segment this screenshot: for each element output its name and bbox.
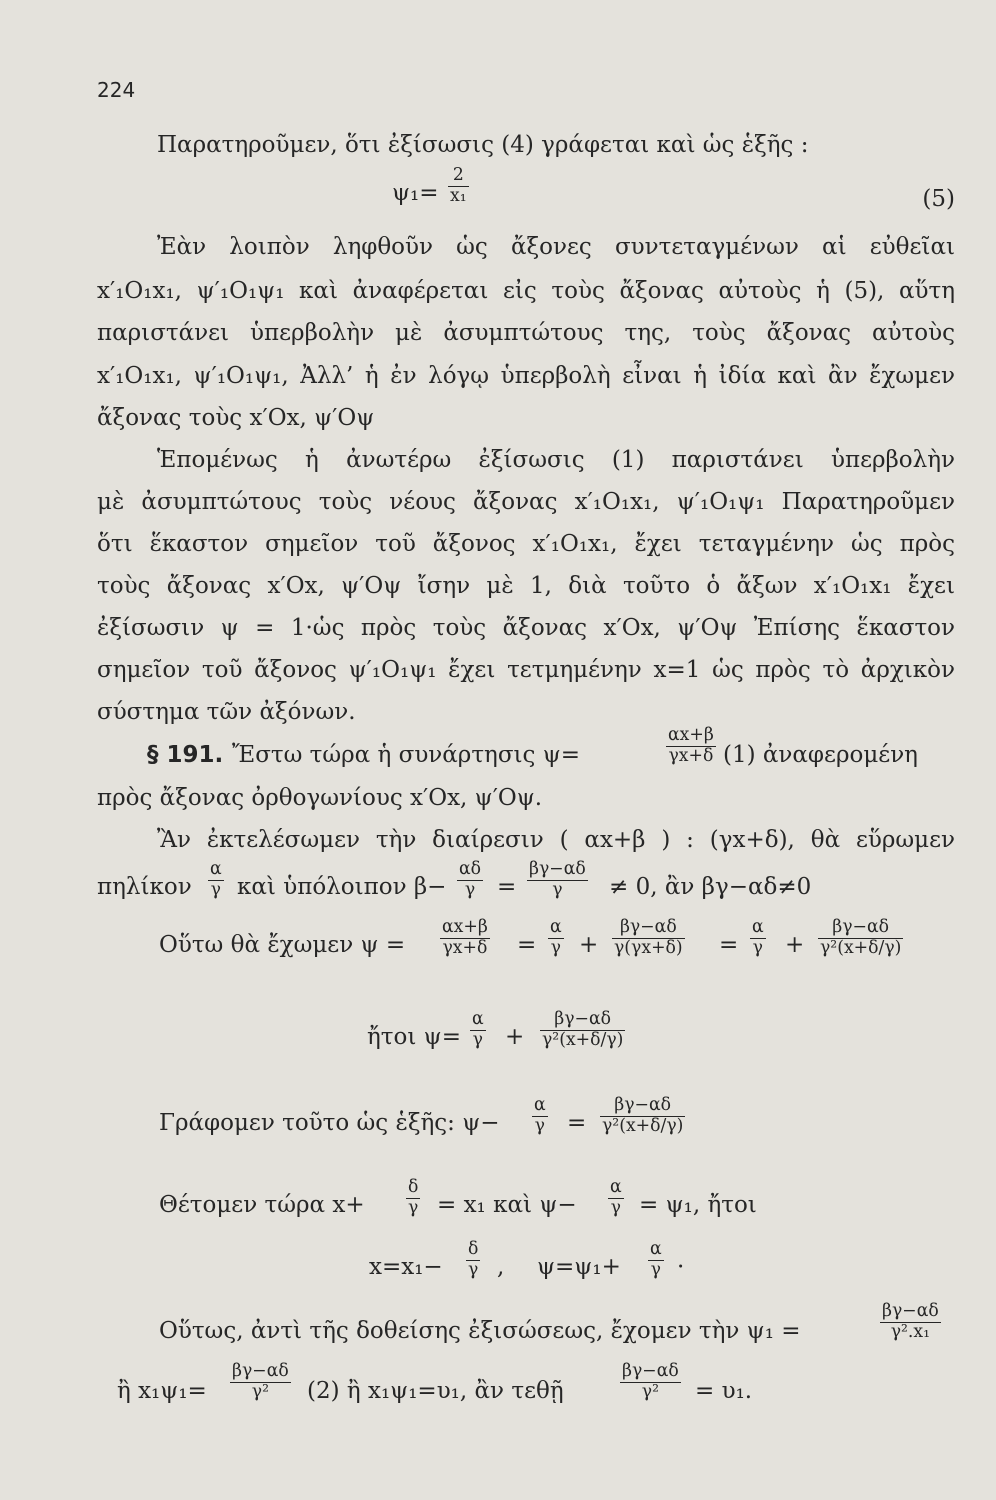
text-line: τοὺς ἄξονας x′Ox, ψ′Oψ ἴσην μὲ 1, διὰ τοῦτο ὁ ἄξων x′₁O₁x₁ ἔχει [97,573,955,599]
equation-line: Θέτομεν τώρα x+ δ γ = x₁ καὶ ψ− α γ = ψ₁, ἤτοι [159,1177,757,1218]
section-number: § 191. [147,742,224,768]
equation-line: Οὕτω θὰ ἔχωμεν ψ = αx+β γx+δ = α γ + βγ−αδ γ(γx+δ) = α γ + βγ−αδ γ²(x+δ/γ) [159,917,902,958]
equation-5: ψ₁= 2 x₁ (5) [392,165,955,212]
text-line: Παρατηροῦμεν, ὅτι ἐξίσωσις (4) γράφεται καὶ ὡς ἑξῆς : [157,132,809,158]
text-line: πρὸς ἄξονας ὀρθογωνίους x′Ox, ψ′Oψ. [97,785,543,811]
text-line: Ἂν ἐκτελέσωμεν τὴν διαίρεσιν ( αx+β ) : (γx+δ), θὰ εὕρωμεν [157,827,955,853]
equation-line: x=x₁− δ γ , ψ=ψ₁+ α γ · [369,1239,685,1280]
text-line: Ἑπομένως ἡ ἀνωτέρω ἐξίσωσις (1) παριστάνει ὑπερβολὴν [157,447,955,473]
text-line: x′₁O₁x₁, ψ′₁O₁ψ₁, Ἀλλ’ ἡ ἐν λόγῳ ὑπερβολὴ εἶναι ἡ ἰδία καὶ ἂν ἔχωμεν [97,363,955,389]
equation-number: (5) [922,186,955,212]
text-line: ἄξονας τοὺς x′Ox, ψ′Oψ [97,405,375,431]
text-line: σημεῖον τοῦ ἄξονος ψ′₁O₁ψ₁ ἔχει τετμημένην x=1 ὡς πρὸς τὸ ἀρχικὸν [97,657,955,683]
text-line: ἐξίσωσιν ψ = 1·ὡς πρὸς τοὺς ἄξονας x′Ox, ψ′Oψ Ἐπίσης ἕκαστον [97,615,955,641]
text-line: σύστημα τῶν ἀξόνων. [97,699,356,725]
equation-line: Οὕτως, ἀντὶ τῆς δοθείσης ἐξισώσεως, ἔχομεν τὴν ψ₁ = βγ−αδ γ².x₁ [159,1301,939,1344]
section-191-heading: § 191. Ἔστω τώρα ἡ συνάρτησις ψ= αx+β γx+δ (1) ἀναφερομένη [147,725,918,768]
equation-line: Γράφομεν τοῦτο ὡς ἑξῆς: ψ− α γ = βγ−αδ γ²(x+δ/γ) [159,1095,684,1136]
text-line: Ἐὰν λοιπὸν ληφθοῦν ὡς ἄξονες συντεταγμένων αἱ εὐθεῖαι [157,234,955,260]
text-line: παριστάνει ὑπερβολὴν μὲ ἀσυμπτώτους της, τοὺς ἄξονας αὐτοὺς [97,320,955,346]
equation-line: ἢ x₁ψ₁= βγ−αδ γ² (2) ἢ x₁ψ₁=υ₁, ἂν τεθῇ βγ−αδ γ² = υ₁. [117,1361,753,1404]
text-line: ὅτι ἕκαστον σημεῖον τοῦ ἄξονος x′₁O₁x₁, ἔχει τεταγμένην ὡς πρὸς [97,531,955,557]
text-line: μὲ ἀσυμπτώτους τοὺς νέους ἄξονας x′₁O₁x₁, ψ′₁O₁ψ₁ Παρατηροῦμεν [97,489,955,515]
page-number: 224 [97,78,136,102]
equation-line: ἤτοι ψ= α γ + βγ−αδ γ²(x+δ/γ) [367,1009,624,1050]
text-line: x′₁O₁x₁, ψ′₁O₁ψ₁ καὶ ἀναφέρεται εἰς τοὺς ἄξονας αὐτοὺς ἡ (5), αὕτη [97,278,955,304]
equation-line: πηλίκον α γ καὶ ὑπόλοιπον β− αδ γ = βγ−αδ γ ≠ 0, ἂν βγ−αδ≠0 [97,859,812,900]
